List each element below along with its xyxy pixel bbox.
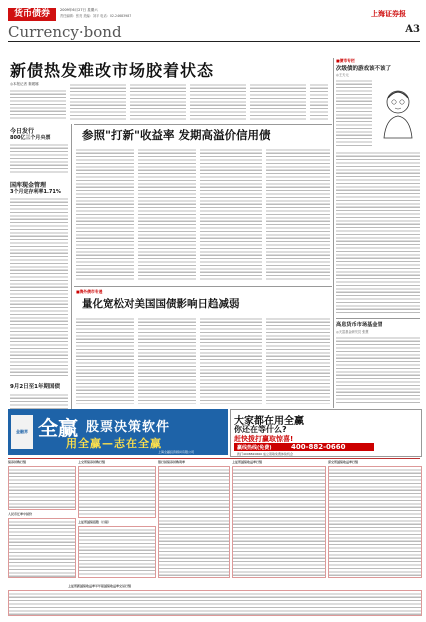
ad-slogan: 用全赢—志在全赢 <box>66 437 162 450</box>
masthead-meta-2: 责任编辑：张亮 美编：刘平 电话：02-24683987 <box>60 14 132 18</box>
right-column <box>336 58 420 408</box>
brief-3-title: 9月2日至1年期国债 <box>10 384 60 390</box>
table-7 <box>8 584 420 616</box>
ad2-line-1: 大家都在用全赢 <box>234 416 304 427</box>
table-8-body <box>328 466 422 578</box>
table-7-body <box>8 590 422 616</box>
table-2-title: 上交所债券回购行情 <box>78 460 106 464</box>
right-box-title: 高息货币市场基金冒 <box>336 322 383 328</box>
masthead-meta-1: 2009年6月27日 星期六 <box>60 8 98 12</box>
ad-big-1: 全赢 <box>38 416 78 440</box>
table-3-body <box>8 518 76 578</box>
main-article-col-6 <box>310 82 328 120</box>
brief-1-title: 今日发行 <box>10 128 35 135</box>
headline-2: 参照"打新"收益率 发期高溢价信用债 <box>82 128 271 142</box>
article-3-col-2 <box>138 316 196 404</box>
table-5 <box>158 460 228 580</box>
ad2-hotline-number: 400-882-0660 <box>291 443 346 451</box>
table-1 <box>8 460 74 580</box>
right-box-byline: ◎天富基金研究员 张慧 <box>336 330 369 334</box>
article-3-col-3 <box>200 316 262 404</box>
table-1-body <box>8 466 76 510</box>
left-sidebar <box>8 124 70 514</box>
column-body-intro <box>336 78 372 146</box>
brief-2-title: 国库现金管理 <box>10 182 47 189</box>
right-box-rule <box>336 318 420 319</box>
columnist-portrait <box>376 78 420 146</box>
column-title: 次级债的游戏该不该了 <box>336 66 392 72</box>
ad-big-2: 股票决策软件 <box>86 420 171 435</box>
article-3-col-1 <box>76 316 134 404</box>
brief-2-body <box>10 196 68 376</box>
ad2-line-2: 你还在等什么? <box>234 425 287 434</box>
tables-top-rule <box>8 458 420 459</box>
section-badge: 货币债券 <box>8 8 56 21</box>
main-article-col-4 <box>190 82 246 120</box>
article-2-col-2 <box>138 147 196 282</box>
table-5-body <box>158 466 230 578</box>
headline-3-tag: ■海外债市专递 <box>76 289 103 294</box>
article-2-col-3 <box>200 147 262 282</box>
headline-2-rule <box>74 124 332 125</box>
article-2-col-1 <box>76 147 134 282</box>
main-article-col-1 <box>10 88 66 120</box>
ad-quanying-software <box>8 409 228 455</box>
table-5-title: 银行间债券回购利率 <box>158 460 186 464</box>
section-latin: Currency·bond <box>8 23 122 41</box>
byline-main: ◎本报记者 秦媛娜 <box>10 82 39 86</box>
column-body <box>336 150 420 314</box>
ad2-hotline-label: 赢线热线(免费) <box>237 445 272 451</box>
table-1-title: 债券回购行情 <box>8 460 27 464</box>
table-2-body <box>78 466 156 518</box>
right-box-body <box>336 335 420 405</box>
table-7-title: 上证所新国债收益率半年报国债收益率交易行情 <box>68 584 132 588</box>
headline-3-rule <box>74 286 332 287</box>
table-6-title: 上证所国债收益率行情 <box>232 460 263 464</box>
left-sidebar-divider <box>71 124 72 454</box>
table-2 <box>78 460 154 580</box>
masthead <box>8 6 420 56</box>
table-8-title: 深交所国债收益率行情 <box>328 460 359 464</box>
main-article-col-2 <box>70 82 126 120</box>
paper-name: 上海证券报 <box>371 10 406 18</box>
brief-2-subtitle: 3个月定存利率1.71% <box>10 189 61 195</box>
brief-1-subtitle: 800亿三个月央票 <box>10 135 51 141</box>
ad-quanying-hotline <box>230 409 422 457</box>
page-number: A3 <box>405 24 420 35</box>
article-3-col-4 <box>266 316 330 404</box>
main-article-col-3 <box>130 82 186 120</box>
column-byline: ◎王天元 <box>336 73 349 77</box>
headline-3: 量化宽松对美国国债影响日趋减弱 <box>82 298 240 310</box>
ad2-line-3: 赶快拨打赢取惊喜! <box>234 435 294 443</box>
ad-logo: 金融界 <box>11 415 33 449</box>
ad2-side-text <box>379 413 417 451</box>
masthead-rule <box>8 41 420 42</box>
table-4-body <box>78 526 156 578</box>
article-2-col-4 <box>266 147 330 282</box>
table-6 <box>232 460 420 580</box>
ad2-note: 拨打4008820660 成立领取免费体验机会 <box>237 452 294 456</box>
right-column-divider <box>333 58 334 408</box>
column-label: ■债市专栏 <box>336 58 355 63</box>
table-4-title: 上证所国债指数（日报） <box>78 520 112 524</box>
ad-sub: 上海全赢投资顾问有限公司 <box>158 450 195 454</box>
table-3-title: 人民币汇率中间价 <box>8 512 33 516</box>
brief-1-body <box>10 142 68 174</box>
main-article-col-5 <box>250 82 306 120</box>
table-6-body <box>232 466 326 578</box>
main-headline: 新债热发难改市场胶着状态 <box>10 61 215 80</box>
